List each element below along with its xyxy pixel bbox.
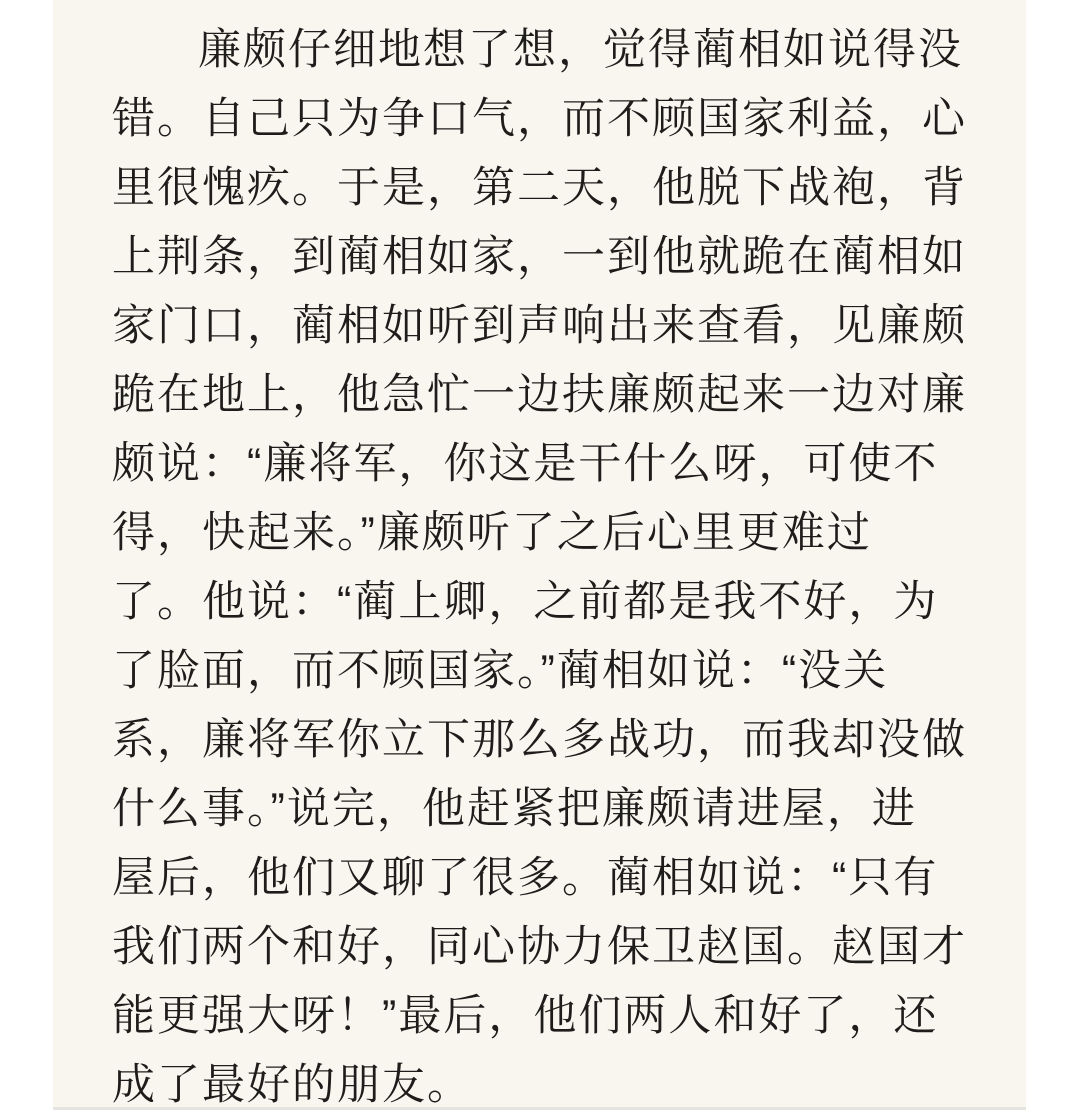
text-line: 了。他说：“蔺上卿，之前都是我不好，为 [112,578,939,626]
text-line: 什么事。”说完，他赶紧把廉颇请进屋，进 [112,785,917,833]
left-margin [0,0,53,1110]
text-line: 了脸面，而不顾国家。”蔺相如说：“没关 [112,647,889,695]
text-line: 我们两个和好，同心协力保卫赵国。赵国才 [112,923,967,971]
text-line: 上荆条，到蔺相如家，一到他就跪在蔺相如 [112,233,967,281]
text-line: 颇说：“廉将军，你这是干什么呀，可使不 [112,440,939,488]
text-line: 里很愧疚。于是，第二天，他脱下战袍，背 [112,164,967,212]
text-line: 能更强大呀！”最后，他们两人和好了，还 [112,992,939,1040]
right-margin [1026,0,1079,1110]
text-line: 成了最好的朋友。 [112,1061,472,1109]
text-line: 廉颇仔细地想了想，觉得蔺相如说得没 [198,26,963,74]
text-line: 得，快起来。”廉颇听了之后心里更难过 [112,509,872,557]
text-line: 屋后，他们又聊了很多。蔺相如说：“只有 [112,854,939,902]
text-line: 跪在地上，他急忙一边扶廉颇起来一边对廉 [112,371,967,419]
text-line: 错。自己只为争口气，而不顾国家利益，心 [112,95,967,143]
text-line: 家门口，蔺相如听到声响出来查看，见廉颇 [112,302,967,350]
text-line: 系，廉将军你立下那么多战功，而我却没做 [112,716,967,764]
paragraph [112,16,992,1120]
